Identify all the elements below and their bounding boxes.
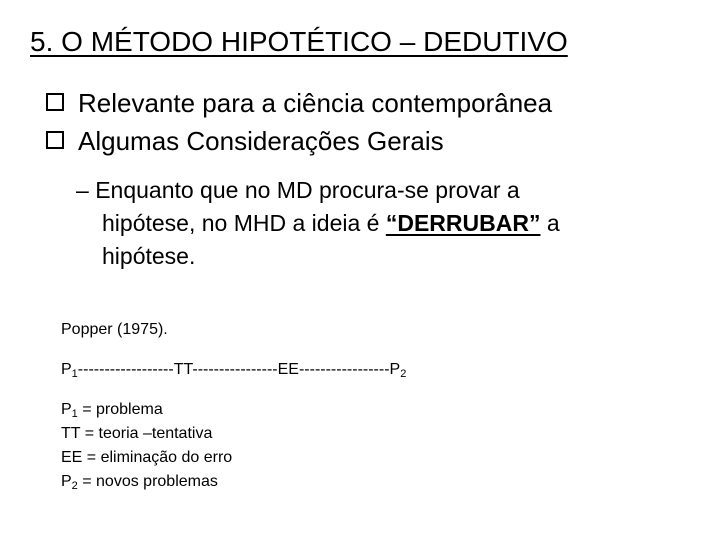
flow-p1: P: [61, 361, 72, 378]
legend-item: [61, 398, 561, 422]
sub-point: [76, 174, 686, 273]
legend-definition: = problema: [77, 401, 163, 418]
legend-item: [61, 422, 561, 446]
legend-symbol: TT: [61, 425, 81, 442]
legend-definition: = novos problemas: [77, 473, 218, 490]
bullet-item: [46, 122, 696, 160]
popper-block: [61, 318, 561, 494]
sub-point-line: [76, 174, 686, 207]
legend-item: [61, 470, 561, 494]
legend-subscript: 1: [71, 408, 78, 420]
slide-title: 5. O MÉTODO HIPOTÉTICO – DEDUTIVO: [30, 26, 568, 57]
flow-sequence: ------------------TT----------------EE-----------------: [77, 361, 390, 378]
bullet-item: [46, 84, 696, 122]
checkbox-bullet-icon: [46, 93, 64, 111]
process-flow: [61, 358, 561, 382]
legend-symbol: EE: [61, 449, 83, 466]
sub-point-text: a: [540, 210, 560, 236]
legend-item: [61, 446, 561, 470]
legend-subscript: 2: [71, 480, 78, 492]
bullet-text: Relevante para a ciência contemporânea: [78, 88, 553, 118]
sub-point-text: hipótese, no MHD a ideia é: [102, 210, 386, 236]
sub-point-text: hipótese.: [102, 243, 196, 269]
emphasis-text: “DERRUBAR”: [385, 210, 541, 236]
bullet-text: Algumas Considerações Gerais: [78, 126, 444, 156]
sub-point-line: [76, 240, 686, 273]
flow-p1-subscript: 1: [71, 368, 78, 380]
legend-symbol: P: [61, 401, 72, 418]
flow-p2-subscript: 2: [400, 368, 407, 380]
legend-definition: = teoria –tentativa: [80, 425, 213, 442]
legend-symbol: P: [61, 473, 72, 490]
citation: Popper (1975).: [61, 321, 168, 338]
dash-marker: –: [76, 177, 89, 203]
checkbox-bullet-icon: [46, 131, 64, 149]
sub-point-text: Enquanto que no MD procura-se provar a: [95, 177, 520, 203]
bullet-list: [46, 84, 696, 160]
sub-point-line: [76, 207, 686, 240]
flow-p2: P: [389, 361, 401, 378]
legend-definition: = eliminação do erro: [82, 449, 233, 466]
